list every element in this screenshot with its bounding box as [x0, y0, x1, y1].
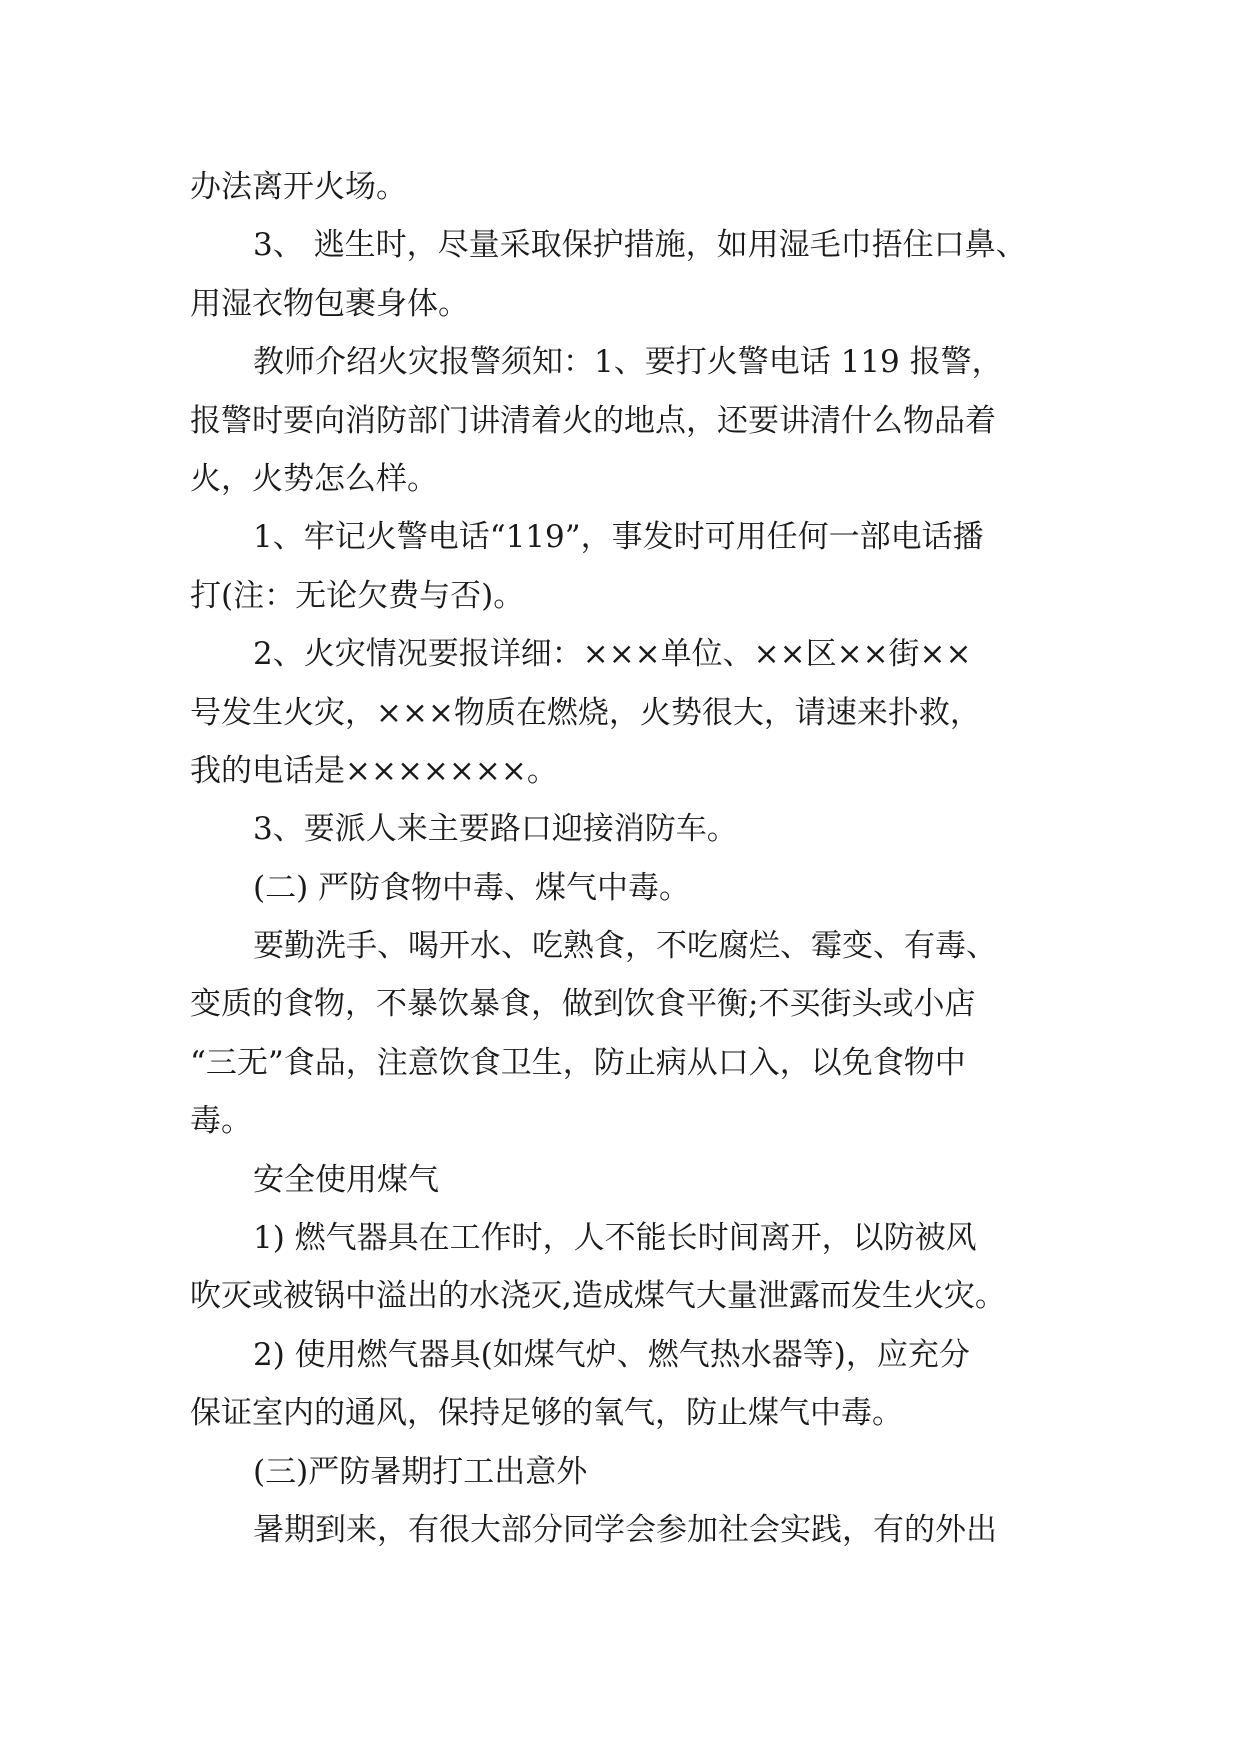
text-line: (二) 严防食物中毒、煤气中毒。: [253, 869, 691, 906]
text-line: 2) 使用燃气器具(如煤气炉、燃气热水器等)，应充分: [253, 1336, 970, 1373]
text-line: 1) 燃气器具在工作时，人不能长时间离开，以防被风: [253, 1220, 977, 1257]
text-line: 用湿衣物包裹身体。: [190, 285, 469, 322]
text-line: 暑期到来，有很大部分同学会参加社会实践，有的外出: [253, 1511, 997, 1548]
text-line: “三无”食品，注意饮食卫生，防止病从口入，以免食物中: [190, 1044, 966, 1081]
document-body: [190, 158, 1060, 1559]
text-line: 变质的食物，不暴饮暴食，做到饮食平衡;不买街头或小店: [190, 986, 976, 1023]
text-line: 1、牢记火警电话“119”，事发时可用任何一部电话播: [253, 519, 984, 556]
text-line: 要勤洗手、喝开水、吃熟食，不吃腐烂、霉变、有毒、: [253, 928, 997, 965]
text-line: 3、 逃生时，尽量采取保护措施，如用湿毛巾捂住口鼻、: [253, 227, 1027, 264]
text-line: 教师介绍火灾报警须知：1、要打火警电话 119 报警，: [253, 344, 1003, 381]
text-line: 2、火灾情况要报详细：×××单位、××区××街××: [253, 636, 972, 673]
text-line: 毒。: [190, 1103, 252, 1140]
text-line: 3、要派人来主要路口迎接消防车。: [253, 811, 738, 848]
text-line: 办法离开火场。: [190, 169, 407, 205]
text-line: 保证室内的通风，保持足够的氧气，防止煤气中毒。: [190, 1395, 903, 1432]
text-line: 我的电话是×××××××。: [190, 752, 558, 789]
text-line: 打(注：无论欠费与否)。: [190, 577, 525, 614]
text-line: 火，火势怎么样。: [190, 460, 438, 497]
text-line: 报警时要向消防部门讲清着火的地点，还要讲清什么物品着: [190, 402, 996, 439]
text-line: (三)严防暑期打工出意外: [253, 1453, 588, 1490]
text-line: 吹灭或被锅中溢出的水浇灭,造成煤气大量泄露而发生火灾。: [190, 1278, 1006, 1315]
text-line: 安全使用煤气: [253, 1161, 439, 1198]
text-line: 号发生火灾，×××物质在燃烧，火势很大，请速来扑救，: [190, 694, 981, 731]
